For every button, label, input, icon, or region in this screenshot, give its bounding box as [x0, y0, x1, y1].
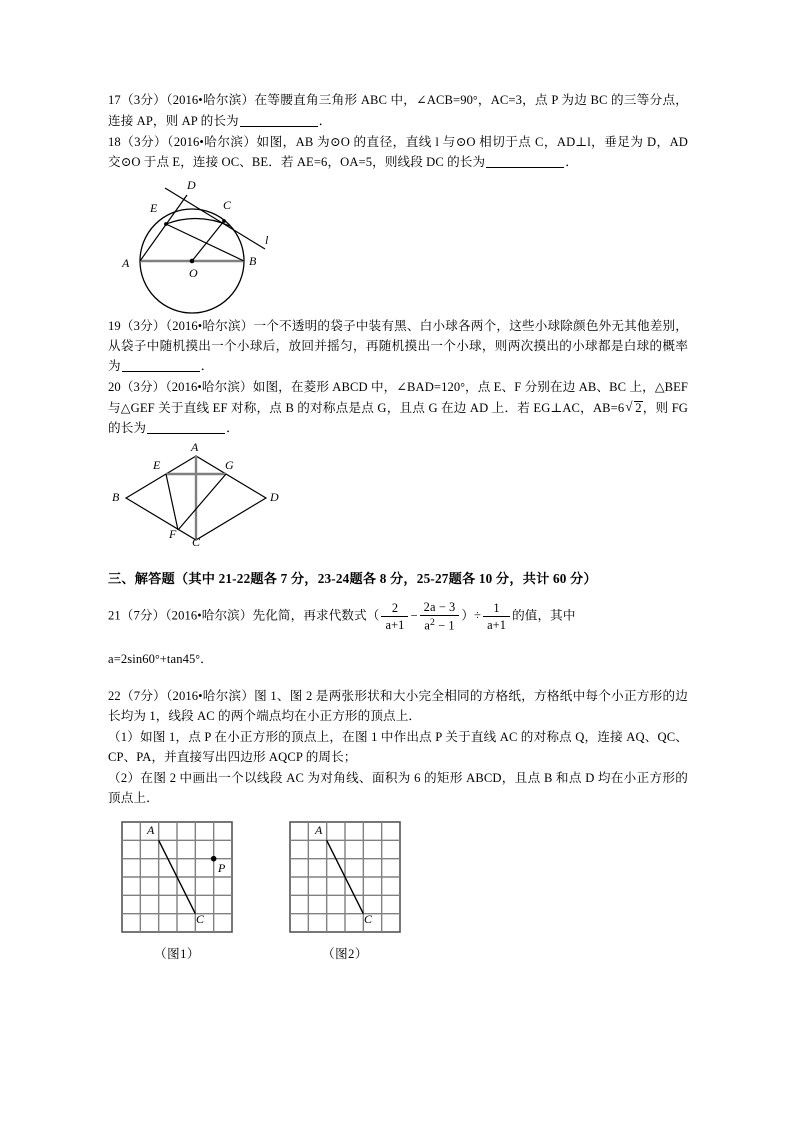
question-21-line2	[108, 649, 688, 670]
label-D: D	[270, 490, 279, 504]
question-18-number: 18	[108, 135, 121, 149]
question-22-source: （2016•哈尔滨）	[166, 688, 255, 703]
grid-figure-2	[288, 820, 402, 962]
label-C: C	[364, 911, 373, 926]
question-17-tail: ．	[318, 114, 332, 128]
q21-expr-a: a=2sin60	[108, 651, 156, 666]
fraction-1	[381, 601, 408, 633]
question-20-source: （2016•哈尔滨）	[165, 380, 253, 394]
question-21-score: （7分）	[120, 608, 166, 623]
label-A: A	[122, 256, 130, 270]
label-C: C	[196, 911, 205, 926]
question-22-intro: 图 1、图 2 是两张形状和大小完全相同的方格纸，方格纸中每个小正方形的边长均为 1，线段 AC 的两个端点均在小正方形的顶点上．	[108, 688, 688, 723]
question-21-source: （2016•哈尔滨）	[165, 608, 253, 623]
question-20	[108, 377, 688, 438]
question-17-source: （2016•哈尔滨）	[166, 93, 255, 107]
fraction-2-numerator: 2a − 3	[420, 600, 460, 616]
section-heading: 三、解答题（其中 21-22题各 7 分，23-24题各 8 分，25-27题各 10 分，共计 60 分）	[108, 571, 597, 586]
grid-figure-1	[120, 820, 234, 962]
denom-base: a	[424, 618, 430, 633]
point-c	[222, 219, 226, 223]
question-18-score: （3分）	[120, 135, 168, 149]
degree-symbol: °	[195, 653, 201, 666]
segment-ef	[166, 474, 178, 530]
question-21-number: 21	[108, 608, 121, 623]
segment-gf	[178, 474, 226, 530]
question-20-number: 20	[108, 380, 121, 394]
denom-rest: − 1	[434, 618, 455, 633]
question-22-part1: （1）如图 1，点 P 在小正方形的顶点上，在图 1 中作出点 P 关于直线 AC 的对称点 Q，连接 AQ、QC、CP、PA，并直接写出四边形 AQCP 的周长；	[108, 729, 688, 764]
label-B: B	[249, 254, 257, 268]
fraction-2	[420, 600, 460, 633]
label-F: F	[169, 527, 177, 541]
question-19-source: （2016•哈尔滨）	[165, 319, 254, 333]
question-21-tail: 的值，其中	[512, 608, 576, 623]
grid-1-svg	[120, 820, 234, 934]
q21-expr-c: ．	[200, 651, 213, 666]
question-19-tail: ．	[200, 359, 214, 373]
question-20-tail: ．	[226, 421, 239, 435]
question-18-source: （2016•哈尔滨）	[167, 135, 257, 149]
question-17-number: 17	[108, 93, 121, 107]
question-18-tail: ．	[565, 155, 578, 169]
question-20-score: （3分）	[120, 380, 166, 394]
answer-blank-19[interactable]	[122, 371, 200, 372]
label-A: A	[147, 822, 155, 837]
document-content	[108, 90, 688, 970]
question-20-line1a: 如图，在菱形 ABCD 中，∠BAD=120	[252, 380, 461, 394]
label-O: O	[189, 266, 198, 280]
label-C: C	[223, 198, 232, 212]
square-root	[625, 398, 642, 418]
question-17-body-part1: 在等腰直角三角形 ABC 中，∠ACB=90	[254, 93, 474, 107]
label-B: B	[112, 490, 120, 504]
question-22-score: （7分）	[120, 688, 167, 703]
degree-symbol: °	[473, 95, 478, 107]
label-l: l	[265, 233, 269, 247]
circle-tangent-figure	[108, 176, 688, 316]
label-D: D	[187, 178, 196, 192]
segment-oc	[192, 221, 224, 261]
minus-operator: −	[410, 608, 418, 623]
point-e	[164, 222, 168, 226]
question-20-line3b: ，则 FG 的长为	[108, 401, 688, 435]
fraction-3-denominator: a+1	[487, 617, 507, 632]
question-22-part2: （2）在图 2 中画出一个以线段 AC 为对角线、面积为 6 的矩形 ABCD，且点 B 和点 D 均在小正方形的顶点上．	[108, 770, 688, 805]
question-18	[108, 132, 688, 172]
question-17-score: （3分）	[120, 93, 167, 107]
question-21-close: ）÷	[461, 608, 482, 623]
grid-2-caption: （图2）	[322, 946, 368, 961]
answer-blank-17[interactable]	[240, 126, 318, 127]
rhombus-fold-figure	[108, 442, 688, 552]
question-19	[108, 316, 688, 376]
question-17-body-part2: ，AC=3，点 P 为边 BC 的三等分点，连接 AP，则 AP 的长为	[108, 93, 689, 128]
fraction-1-denominator: a+1	[385, 617, 405, 632]
grid-1-caption: （图1）	[154, 946, 200, 961]
label-E: E	[153, 458, 161, 472]
grid-figures-row	[108, 820, 688, 970]
answer-blank-18[interactable]	[486, 167, 564, 168]
q21-expr-b: +tan45	[159, 651, 196, 666]
label-C: C	[192, 535, 201, 549]
question-19-score: （3分）	[120, 319, 166, 333]
answer-blank-20[interactable]	[147, 433, 225, 434]
question-20-line3a: EG⊥AC，AB=6	[533, 401, 625, 415]
question-20-line1b: ，点 E、F 分别在边	[464, 380, 576, 394]
fraction-1-numerator: 2	[381, 601, 408, 617]
tangent-line-l	[165, 188, 265, 249]
fraction-2-denominator	[420, 616, 460, 633]
fraction-3	[483, 601, 510, 633]
point-p-grid1	[211, 856, 217, 862]
question-22-number: 22	[108, 688, 121, 703]
label-G: G	[225, 458, 234, 472]
question-18-body: 如图，AB 为⊙O 的直径，直线 l 与⊙O 相切于点 C，AD⊥l，垂足为 D，AD 交⊙O 于点 E，连接 OC、BE．若 AE=6，OA=5，则线段 DC 的长为	[108, 135, 689, 169]
label-A: A	[315, 822, 323, 837]
question-20-line2: AB、BC 上，△BEF 与△GEF 关于直线 EF 对称，点 B 的对称点是点 G，且点 G 在边 AD 上．若	[108, 380, 689, 415]
label-E: E	[150, 201, 158, 215]
circle-tangent-svg	[108, 176, 368, 316]
degree-symbol: °	[460, 382, 465, 394]
grid-2-svg	[288, 820, 402, 934]
denom-exponent: 2	[429, 617, 435, 629]
label-A: A	[191, 440, 199, 454]
radicand: 2	[635, 401, 642, 415]
question-17	[108, 90, 688, 131]
label-P: P	[218, 860, 226, 875]
segment-ad	[140, 195, 187, 261]
question-19-body: 一个不透明的袋子中装有黑、白小球各两个，这些小球除颜色外无其他差别，从袋子中随机摸出一个小球后，放回并摇匀，再随机摸出一个小球，则两次摸出的小球都是白球的概率为	[108, 319, 688, 373]
degree-symbol: °	[155, 653, 160, 666]
question-19-number: 19	[108, 319, 121, 333]
fraction-3-numerator: 1	[483, 601, 510, 617]
question-22	[108, 686, 688, 726]
question-21	[108, 600, 688, 633]
question-21-lead: 先化简，再求代数式（	[252, 608, 380, 623]
